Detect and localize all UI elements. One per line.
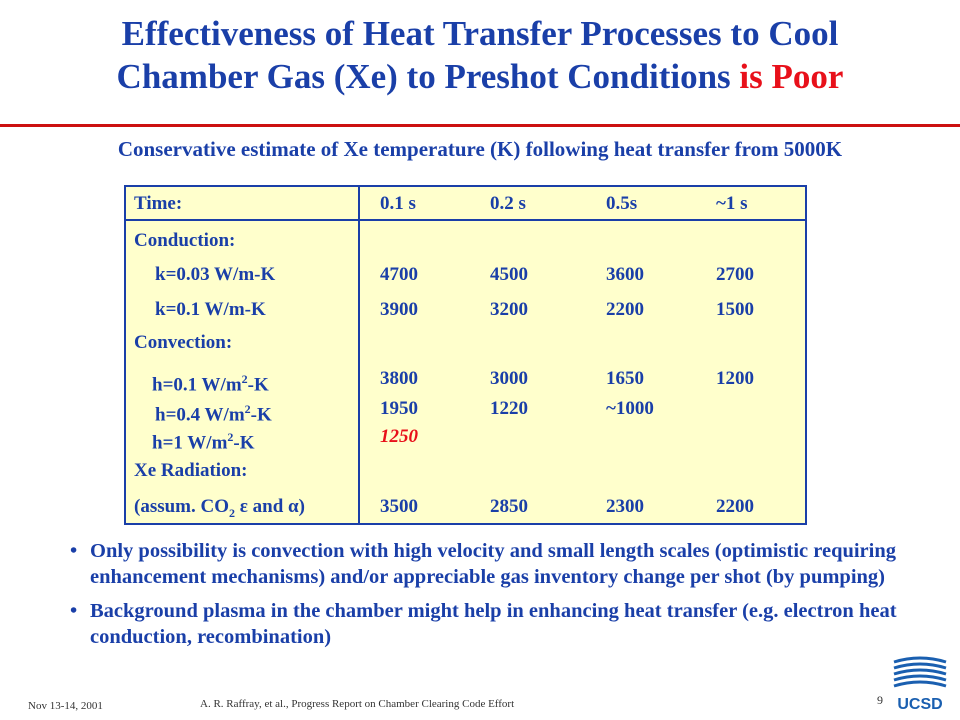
table-header-divider (124, 219, 807, 221)
cond-row-2-c1: 3900 (380, 299, 418, 320)
slide-title (0, 12, 960, 98)
rad-row-c1: 3500 (380, 496, 418, 517)
table-column-divider (358, 185, 360, 525)
radiation-label: Xe Radiation: (134, 460, 248, 481)
cond-row-2-c2: 3200 (490, 299, 528, 320)
convection-label: Convection: (134, 332, 233, 353)
conv-row-2-label: h=0.4 $W/m^2-K$ (155, 402, 272, 426)
conv-row-1-c2: 3000 (490, 368, 528, 389)
conv-row-1-label: h=0.1 $W/m^2-K$ (152, 372, 269, 396)
conv-row-3-c1: 1250 (380, 426, 418, 447)
title-accent: is Poor (739, 57, 844, 96)
cond-row-1-c4: 2700 (716, 264, 754, 285)
header-col-4: ~1 s (716, 193, 748, 214)
page-number: 9 (877, 693, 883, 707)
title-divider (0, 124, 960, 127)
cond-row-1-label: k=0.03 W/m-K (155, 264, 276, 285)
cond-row-2-c4: 1500 (716, 299, 754, 320)
title-line-2-main: Chamber Gas (Xe) to Preshot Conditions (116, 57, 740, 96)
conv-row-1-c3: 1650 (606, 368, 644, 389)
conv-row-1-c1: 3800 (380, 368, 418, 389)
conv-row-3-label: h=1 $W/m^2-K$ (152, 430, 255, 454)
logo-text: UCSD (897, 696, 943, 713)
cond-row-1-c3: 3600 (606, 264, 644, 285)
slide-subtitle: Conservative estimate of Xe temperature (K) following heat transfer from 5000K (117, 137, 843, 161)
bullet-dot-icon: • (70, 600, 78, 622)
bullet-dot-icon: • (70, 540, 78, 562)
ucsd-logo-icon (888, 654, 952, 714)
header-label: Time: (134, 193, 183, 214)
cond-row-1-c2: 4500 (490, 264, 528, 285)
title-line-1: Effectiveness of Heat Transfer Processes to Cool (121, 14, 839, 53)
cond-row-2-c3: 2200 (606, 299, 644, 320)
rad-row-c2: 2850 (490, 496, 528, 517)
conv-row-2-c2: 1220 (490, 398, 528, 419)
rad-row-c3: 2300 (606, 496, 644, 517)
bullet-item: • Only possibility is convection with high velocity and small length scales (optimistic requiring enhancement mechanisms) and/or appreciable gas inventory change per shot (by pumping) (70, 540, 897, 588)
footer-date: Nov 13-14, 2001 (28, 700, 103, 712)
header-col-1: 0.1 s (380, 193, 416, 214)
title-line-2 (0, 55, 960, 98)
conv-row-1-c4: 1200 (716, 368, 754, 389)
cond-row-1-c1: 4700 (380, 264, 418, 285)
bullet-list (70, 538, 930, 658)
conv-row-2-c1: 1950 (380, 398, 418, 419)
header-col-2: 0.2 s (490, 193, 526, 214)
rad-row-c4: 2200 (716, 496, 754, 517)
bullet-item: • Background plasma in the chamber might help in enhancing heat transfer (e.g. electron heat conduction, recombination) (70, 600, 897, 648)
conv-row-2-c3: ~1000 (606, 398, 654, 419)
header-col-3: 0.5s (606, 193, 638, 214)
conduction-label: Conduction: (134, 230, 236, 251)
rad-row-label: (assum. $CO_2$ ε and α) (134, 496, 305, 520)
cond-row-2-label: k=0.1 W/m-K (155, 299, 266, 320)
footer-author: A. R. Raffray, et al., Progress Report on Chamber Clearing Code Effort (200, 698, 515, 710)
